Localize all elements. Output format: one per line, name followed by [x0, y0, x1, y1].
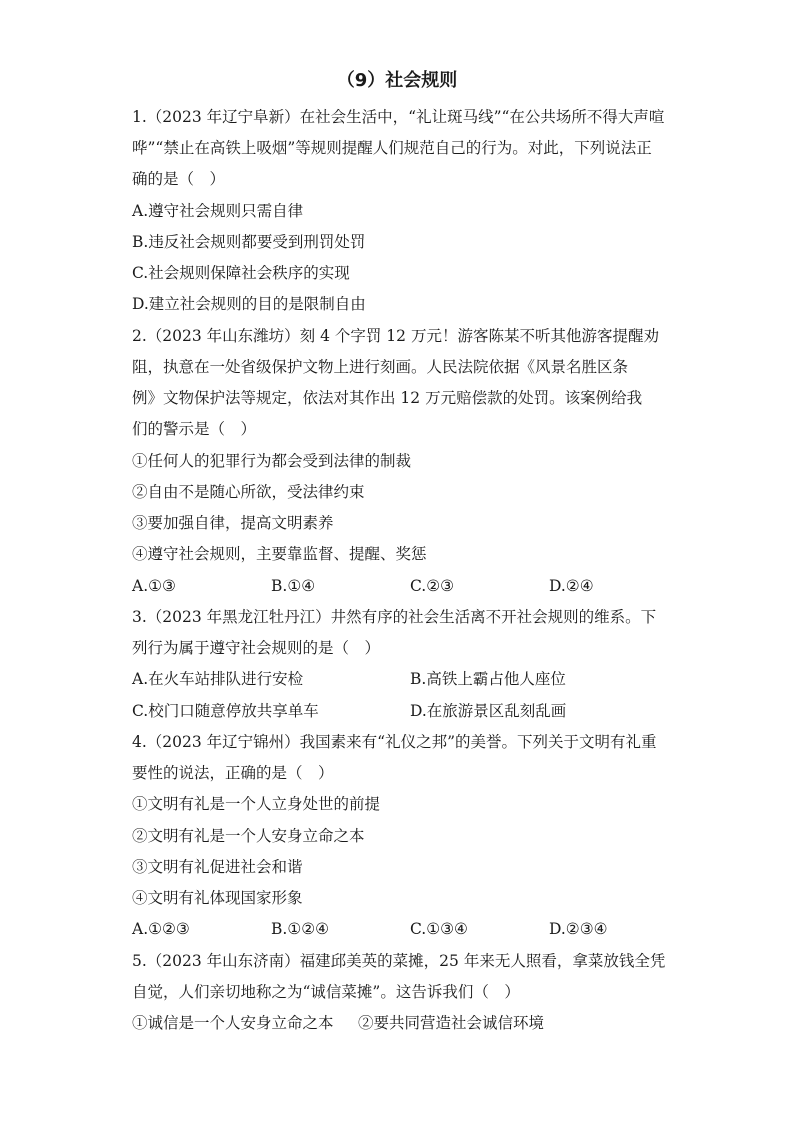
- question-5-statement-1: ①诚信是一个人安身立命之本: [132, 1014, 334, 1032]
- question-1-stem-line-1: 1.（2023 年辽宁阜新）在社会生活中，“礼让斑马线”“在公共场所不得大声喧: [132, 108, 665, 126]
- question-2-stem-line-4: 们的警示是（ ）: [132, 420, 257, 438]
- question-1-option-d: D.建立社会规则的目的是限制自由: [132, 295, 366, 313]
- question-4-option-a: A.①②③: [132, 920, 190, 938]
- question-4-statement-4: ④文明有礼体现国家形象: [132, 889, 303, 907]
- question-3-option-d: D.在旅游景区乱刻乱画: [410, 702, 567, 720]
- question-3-option-b: B.高铁上霸占他人座位: [410, 670, 566, 688]
- question-3-option-c: C.校门口随意停放共享单车: [132, 702, 319, 720]
- question-4-statement-2: ②文明有礼是一个人安身立命之本: [132, 827, 365, 845]
- question-1-option-c: C.社会规则保障社会秩序的实现: [132, 264, 350, 282]
- question-2-statement-1: ①任何人的犯罪行为都会受到法律的制裁: [132, 452, 412, 470]
- question-2-stem-line-3: 例》文物保护法等规定，依法对其作出 12 万元赔偿款的处罚。该案例给我: [132, 389, 643, 407]
- question-5-stem-line-2: 自觉，人们亲切地称之为“诚信菜摊”。这告诉我们（ ）: [132, 983, 520, 1001]
- question-5-statement-2: ②要共同营造社会诚信环境: [358, 1014, 545, 1032]
- question-2-statement-4: ④遵守社会规则，主要靠监督、提醒、奖惩: [132, 545, 427, 563]
- question-2-stem-line-2: 阻，执意在一处省级保护文物上进行刻画。人民法院依据《风景名胜区条: [132, 358, 629, 376]
- question-4-option-b: B.①②④: [271, 920, 330, 938]
- question-3-option-a: A.在火车站排队进行安检: [132, 670, 304, 688]
- question-1-option-b: B.违反社会规则都要受到刑罚处罚: [132, 233, 366, 251]
- question-4-statement-1: ①文明有礼是一个人立身处世的前提: [132, 795, 381, 813]
- question-2-statement-3: ③要加强自律，提高文明素养: [132, 514, 334, 532]
- question-2-option-d: D.②④: [549, 577, 594, 595]
- question-4-statement-3: ③文明有礼促进社会和谐: [132, 858, 303, 876]
- question-5-stem-line-1: 5.（2023 年山东济南）福建邱美英的菜摊，25 年来无人照看，拿菜放钱全凭: [132, 952, 666, 970]
- question-3-stem-line-1: 3.（2023 年黑龙江牡丹江）井然有序的社会生活离不开社会规则的维系。下: [132, 608, 657, 626]
- question-4-stem-line-2: 要性的说法，正确的是（ ）: [132, 764, 334, 782]
- question-1-stem-line-3: 确的是（ ）: [132, 170, 226, 188]
- question-2-stem-line-1: 2.（2023 年山东潍坊）刻 4 个字罚 12 万元！游客陈某不听其他游客提醒劝: [132, 327, 659, 345]
- page-title: （9）社会规则: [336, 70, 458, 91]
- question-4-stem-line-1: 4.（2023 年辽宁锦州）我国素来有“礼仪之邦”的美誉。下列关于文明有礼重: [132, 733, 657, 751]
- question-2-option-a: A.①③: [132, 577, 176, 595]
- question-1-stem-line-2: 哗”“禁止在高铁上吸烟”等规则提醒人们规范自己的行为。对此，下列说法正: [132, 139, 652, 157]
- question-3-stem-line-2: 列行为属于遵守社会规则的是（ ）: [132, 639, 381, 657]
- question-2-option-c: C.②③: [410, 577, 455, 595]
- question-2-option-b: B.①④: [271, 577, 316, 595]
- question-4-option-d: D.②③④: [549, 920, 608, 938]
- question-1-option-a: A.遵守社会规则只需自律: [132, 202, 304, 220]
- question-2-statement-2: ②自由不是随心所欲，受法律约束: [132, 483, 365, 501]
- question-4-option-c: C.①③④: [410, 920, 468, 938]
